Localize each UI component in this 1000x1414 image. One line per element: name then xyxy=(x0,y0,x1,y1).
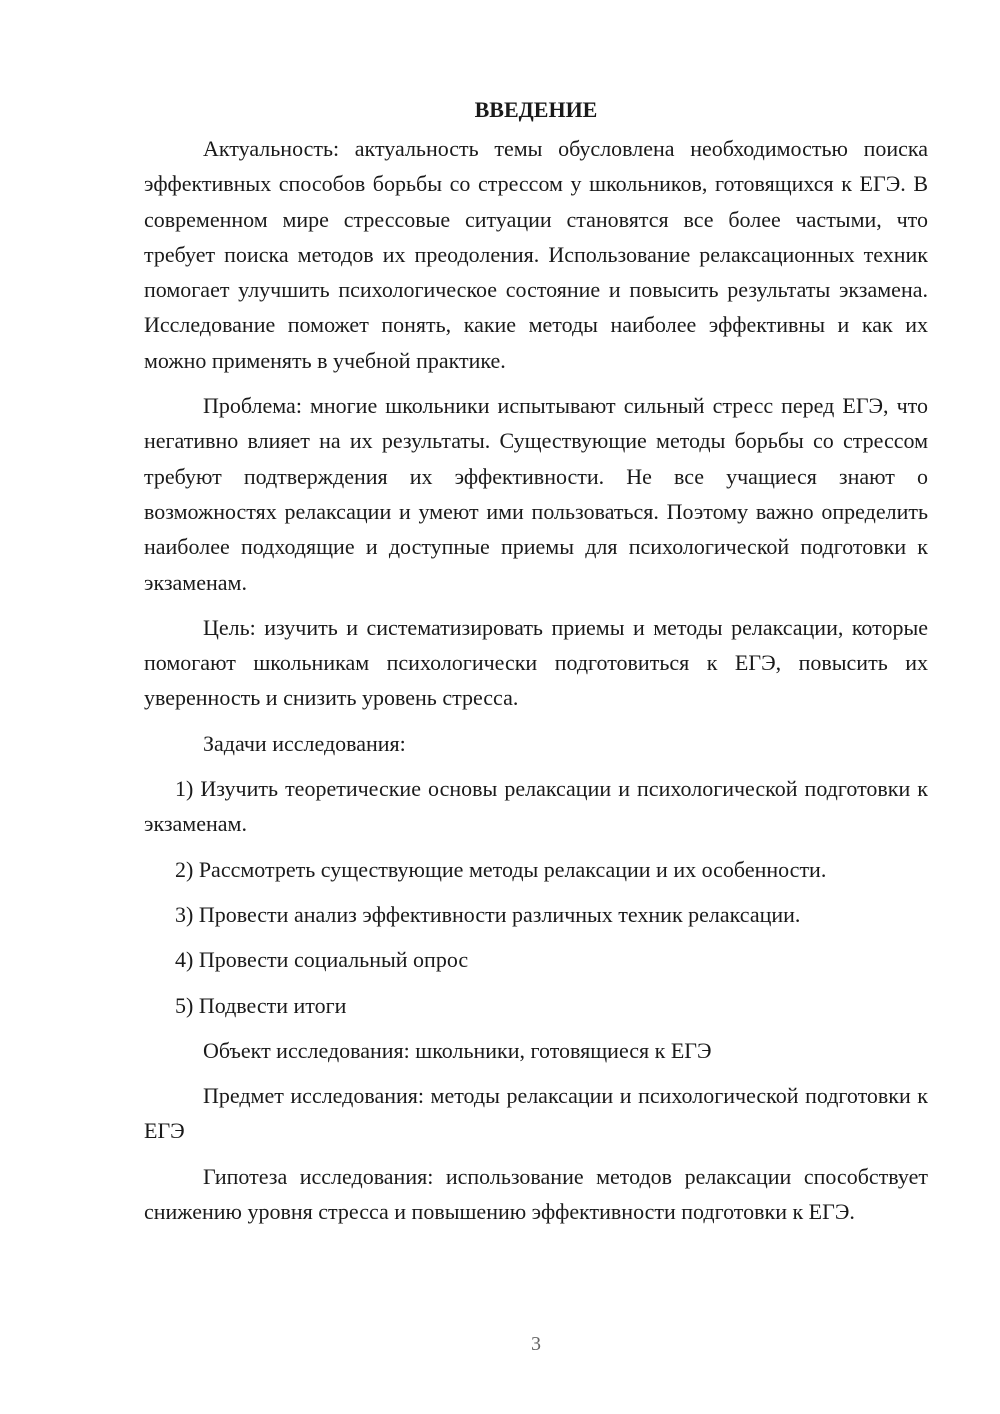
paragraph-hypothesis: Гипотеза исследования: использование методов релаксации способствует снижению уровня стресса и повышению эффективности подготовки к ЕГЭ. xyxy=(144,1163,928,1225)
task-item-3: 3) Провести анализ эффективности различных техник релаксации. xyxy=(175,901,801,927)
tasks-heading: Задачи исследования: xyxy=(203,730,406,756)
task-item-2: 2) Рассмотреть существующие методы релаксации и их особенности. xyxy=(175,856,827,882)
page-number: 3 xyxy=(531,1333,541,1355)
paragraph-subject: Предмет исследования: методы релаксации и психологической подготовки к ЕГЭ xyxy=(144,1083,928,1144)
paragraph-goal: Цель: изучить и систематизировать приемы и методы релаксации, которые помогают школьникам психологически подготовиться к ЕГЭ, повысить их уверенность и снизить уровень стресса. xyxy=(144,614,928,711)
paragraph-relevance: Актуальность: актуальность темы обусловлена необходимостью поиска эффективных способов борьбы со стрессом у школьников, готовящихся к ЕГЭ. В современном мире стрессовые ситуации становятся все более частыми, что требует поиска методов их преодоления. Использование релаксационных техник помогает улучшить психологическое состояние и повысить результаты экзамена. Исследование поможет понять, какие методы наиболее эффективны и как их можно применять в учебной практике. xyxy=(144,136,928,373)
paragraph-object: Объект исследования: школьники, готовящиеся к ЕГЭ xyxy=(203,1037,712,1063)
section-title: ВВЕДЕНИЕ xyxy=(474,97,598,122)
task-item-4: 4) Провести социальный опрос xyxy=(175,947,469,973)
task-item-5: 5) Подвести итоги xyxy=(175,992,347,1018)
paragraph-problem: Проблема: многие школьники испытывают сильный стресс перед ЕГЭ, что негативно влияет на их результаты. Существующие методы борьбы со стрессом требуют подтверждения их эффективности. Не все учащиеся знают о возможностях релаксации и умеют ими пользоваться. Поэтому важно определить наиболее подходящие и доступные приемы для психологической подготовки к экзаменам. xyxy=(144,393,928,595)
page-content xyxy=(144,92,928,1239)
task-item-1: 1) Изучить теоретические основы релаксации и психологической подготовки к экзаменам. xyxy=(144,776,928,837)
